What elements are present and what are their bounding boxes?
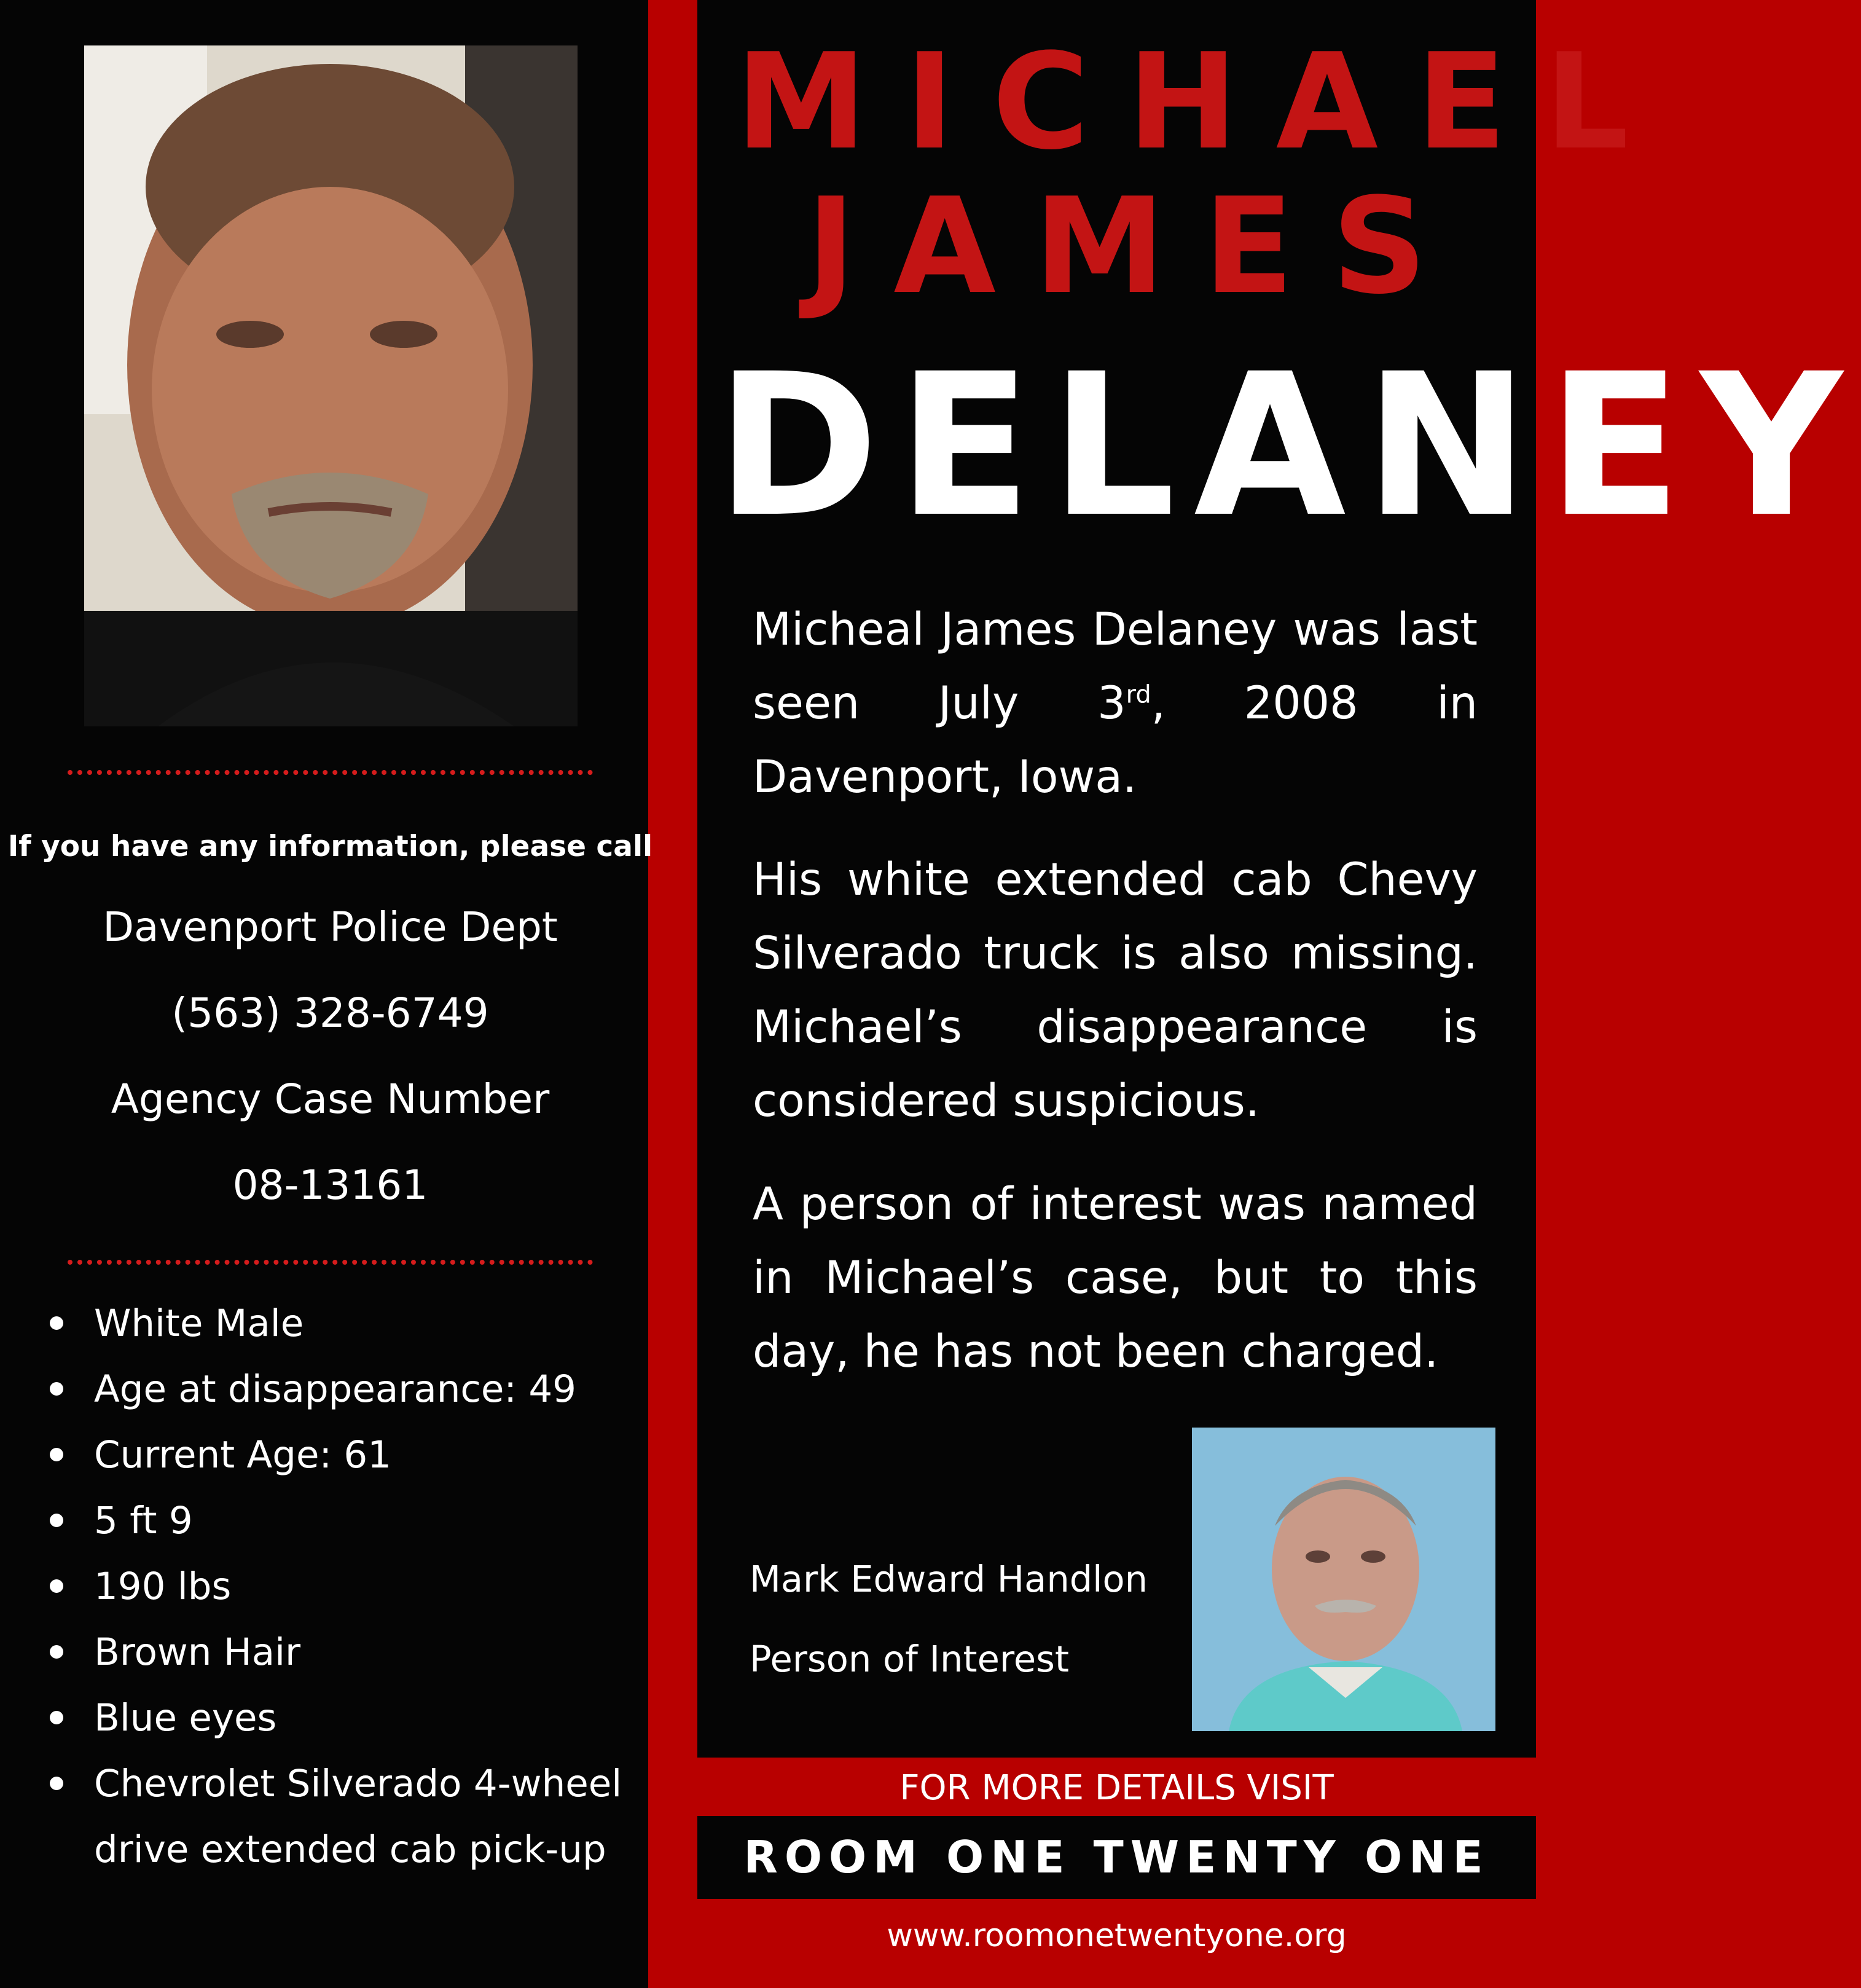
more-details-label: FOR MORE DETAILS VISIT bbox=[899, 1768, 1334, 1808]
narrative-paragraph-2: His white extended cab Chevy Silverado truck is also missing. Michael’s disappearance is considered suspicious. bbox=[753, 854, 1478, 1127]
last-name: DELANEY bbox=[716, 332, 1861, 560]
divider-top bbox=[68, 770, 593, 775]
ordinal-suffix: rd bbox=[1126, 680, 1151, 709]
case-number-label: Agency Case Number bbox=[111, 1075, 550, 1123]
first-name: MICHAEL bbox=[735, 25, 1667, 179]
portrait-illustration bbox=[84, 45, 578, 726]
trait-item: Age at disappearance: 49 bbox=[46, 1356, 636, 1422]
narrative-paragraph-3: A person of interest was named in Michael’s case, but to this day, he has not been charged. bbox=[753, 1178, 1478, 1378]
site-name-banner: ROOM ONE TWENTY ONE bbox=[697, 1816, 1536, 1899]
middle-name: JAMES bbox=[806, 169, 1465, 323]
poi-portrait-illustration bbox=[1192, 1428, 1495, 1731]
phone-number: (563) 328-6749 bbox=[171, 989, 489, 1037]
poi-photo bbox=[1192, 1428, 1495, 1731]
trait-item: 190 lbs bbox=[46, 1554, 636, 1619]
narrative-1-text: Micheal James Delaney was last seen July 3 bbox=[753, 603, 1478, 729]
traits-list bbox=[46, 1291, 636, 1882]
missing-person-photo bbox=[84, 45, 578, 726]
narrative-1-text-end: , 2008 in Davenport, Iowa. bbox=[753, 677, 1478, 803]
trait-item: Brown Hair bbox=[46, 1619, 636, 1685]
website-url[interactable]: www.roomonetwentyone.org bbox=[887, 1917, 1347, 1954]
poi-name: Mark Edward Handlon bbox=[750, 1558, 1148, 1600]
call-heading: If you have any information, please call bbox=[7, 830, 653, 863]
trait-item: Chevrolet Silverado 4-wheel drive extended cab pick-up bbox=[46, 1751, 636, 1882]
poi-role: Person of Interest bbox=[750, 1638, 1069, 1680]
agency-name: Davenport Police Dept bbox=[103, 903, 558, 951]
trait-item: White Male bbox=[46, 1291, 636, 1356]
trait-item: Current Age: 61 bbox=[46, 1422, 636, 1488]
divider-bottom bbox=[68, 1260, 593, 1265]
trait-item: 5 ft 9 bbox=[46, 1488, 636, 1554]
narrative-paragraph-1 bbox=[753, 593, 1478, 814]
trait-item: Blue eyes bbox=[46, 1685, 636, 1751]
case-number: 08-13161 bbox=[232, 1161, 428, 1209]
